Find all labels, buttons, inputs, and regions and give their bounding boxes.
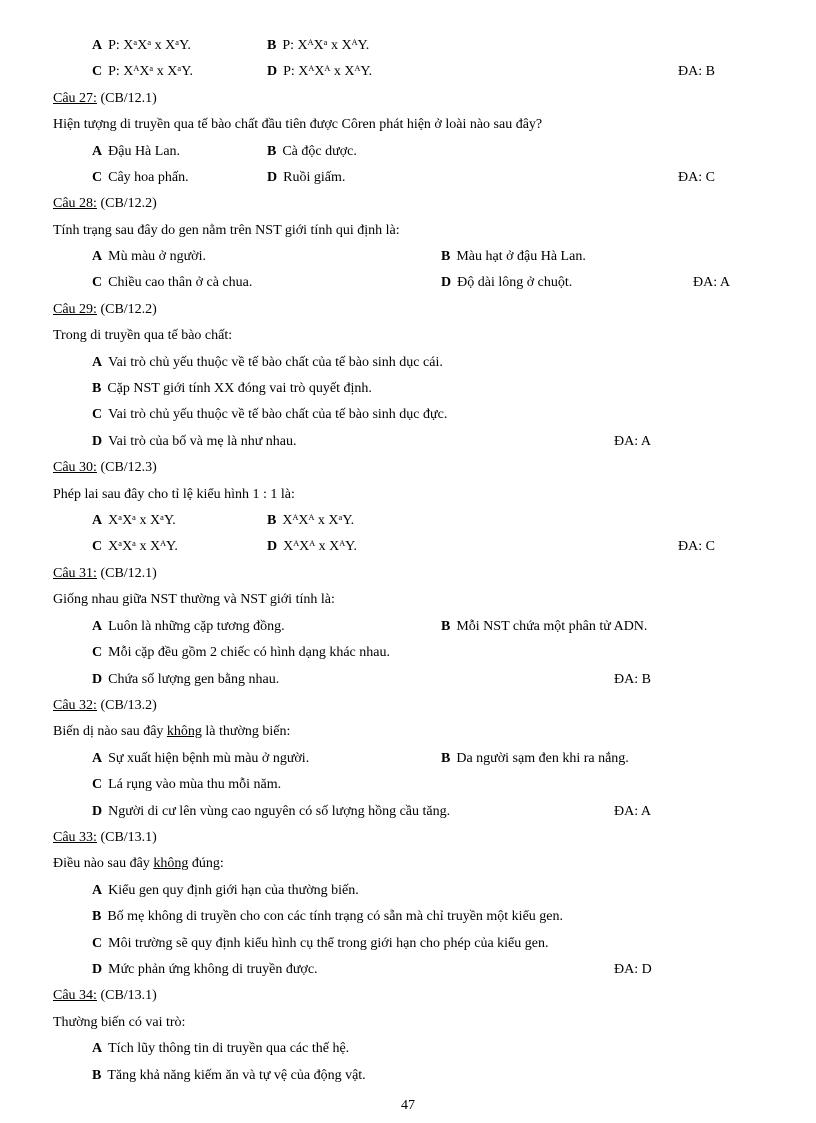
prev-options-row-2b	[267, 61, 372, 83]
prev-options-row-2	[92, 61, 193, 83]
option-b: B Da người sạm đen khi ra nắng.	[441, 751, 629, 766]
question-stem: Thường biến có vai trò:	[53, 1015, 186, 1030]
option-d: D Người di cư lên vùng cao nguyên có số lượng hồng cầu tăng.	[92, 804, 451, 819]
prev-options-row-1b	[267, 35, 369, 57]
option-d: D Mức phản ứng không di truyền được.	[92, 962, 318, 977]
option-c: C Mỗi cặp đều gồm 2 chiếc có hình dạng khác nhau.	[92, 645, 390, 660]
question-stem: Trong di truyền qua tế bào chất:	[53, 328, 233, 343]
answer-key: ĐA: D	[614, 962, 652, 977]
prev-options-row-1	[92, 35, 191, 57]
question-header: Câu 27: (CB/12.1)	[53, 91, 157, 106]
option-a: A Sự xuất hiện bệnh mù màu ở người.	[92, 751, 310, 766]
option-b: B P: XᴬXᵃ x XᴬY.	[267, 38, 370, 53]
option-a: A Mù màu ở người.	[92, 249, 206, 264]
option-c: C Lá rụng vào mùa thu mỗi năm.	[92, 777, 282, 792]
option-d: D Độ dài lông ở chuột.	[441, 275, 573, 290]
option-b: B Cặp NST giới tính XX đóng vai trò quyết định.	[92, 381, 372, 396]
question-header: Câu 33: (CB/13.1)	[53, 830, 157, 845]
answer-key: ĐA: C	[678, 170, 715, 185]
option-b: B Bố mẹ không di truyền cho con các tính trạng có sẵn mà chỉ truyền một kiểu gen.	[92, 909, 563, 924]
option-d: D Chứa số lượng gen bằng nhau.	[92, 672, 280, 687]
option-c: C P: XᴬXᵃ x XᵃY.	[92, 64, 193, 79]
question-header: Câu 32: (CB/13.2)	[53, 698, 157, 713]
option-a: A Luôn là những cặp tương đồng.	[92, 619, 285, 634]
question-stem: Phép lai sau đây cho tỉ lệ kiểu hình 1 : 1 là:	[53, 487, 295, 502]
option-b: B Màu hạt ở đậu Hà Lan.	[441, 249, 586, 264]
option-a: A Vai trò chủ yếu thuộc về tế bào chất của tế bào sinh dục cái.	[92, 355, 443, 370]
question-header: Câu 34: (CB/13.1)	[53, 988, 157, 1003]
answer-key: ĐA: B	[678, 64, 715, 79]
option-b: B XᴬXᴬ x XᵃY.	[267, 513, 355, 528]
question-stem: Hiện tượng di truyền qua tế bào chất đầu tiên được Côren phát hiện ở loài nào sau đây?	[53, 117, 543, 132]
option-c: C Môi trường sẽ quy định kiểu hình cụ thể trong giới hạn cho phép của kiểu gen.	[92, 936, 549, 951]
option-a: A Đậu Hà Lan.	[92, 144, 181, 159]
option-c: C Chiều cao thân ở cà chua.	[92, 275, 253, 290]
option-c: C Cây hoa phấn.	[92, 170, 189, 185]
question-stem: Biến dị nào sau đây không là thường biến:	[53, 724, 291, 739]
option-a: A P: XᵃXᵃ x XᵃY.	[92, 38, 191, 53]
option-d: D Ruồi giấm.	[267, 170, 346, 185]
question-header: Câu 31: (CB/12.1)	[53, 566, 157, 581]
answer-key: ĐA: C	[678, 539, 715, 554]
question-header: Câu 29: (CB/12.2)	[53, 302, 157, 317]
option-c: C XᵃXᵃ x XᴬY.	[92, 539, 178, 554]
question-header: Câu 30: (CB/12.3)	[53, 460, 157, 475]
option-d: D P: XᴬXᴬ x XᴬY.	[267, 64, 373, 79]
option-b: B Tăng khả năng kiếm ăn và tự vệ của động vật.	[92, 1068, 366, 1083]
answer-key: ĐA: A	[693, 275, 730, 290]
option-c: C Vai trò chủ yếu thuộc về tế bào chất của tế bào sinh dục đực.	[92, 407, 448, 422]
option-d: D XᴬXᴬ x XᴬY.	[267, 539, 357, 554]
option-b: B Cà độc dược.	[267, 144, 357, 159]
question-stem: Điều nào sau đây không đúng:	[53, 856, 224, 871]
option-d: D Vai trò của bố và mẹ là như nhau.	[92, 434, 297, 449]
question-stem: Tính trạng sau đây do gen nằm trên NST giới tính qui định là:	[53, 223, 400, 238]
answer-key: ĐA: A	[614, 804, 651, 819]
option-a: A Tích lũy thông tin di truyền qua các thế hệ.	[92, 1041, 350, 1056]
question-header: Câu 28: (CB/12.2)	[53, 196, 157, 211]
page-number: 47	[401, 1098, 415, 1113]
option-b: B Mỗi NST chứa một phân tử ADN.	[441, 619, 648, 634]
answer-key: ĐA: A	[614, 434, 651, 449]
option-a: A Kiểu gen quy định giới hạn của thường biến.	[92, 883, 359, 898]
answer-key: ĐA: B	[614, 672, 651, 687]
option-a: A XᵃXᵃ x XᵃY.	[92, 513, 176, 528]
question-stem: Giống nhau giữa NST thường và NST giới tính là:	[53, 592, 335, 607]
